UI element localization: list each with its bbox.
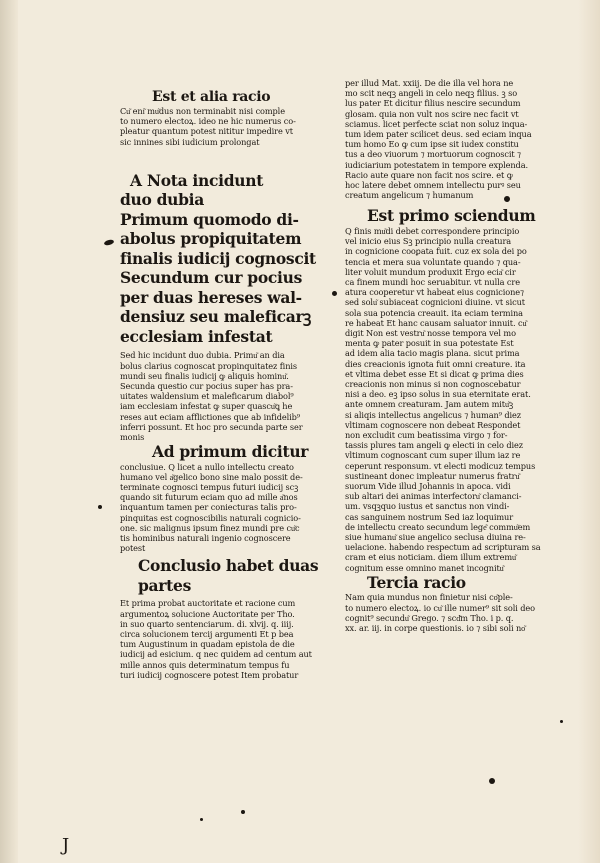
text-line: xx. ar. iij. in corpe questionis. io ⁊ sibi soli no͂	[345, 622, 526, 633]
text-line: vel inicio eius Sꝫ principio nulla creatura	[345, 236, 512, 247]
title-line: densiuz seu maleficarꝫ	[120, 307, 312, 327]
text-line: to numero electoꝝ. ideo ne hic numerus co-	[120, 116, 296, 127]
binding-gutter	[0, 0, 18, 863]
text-line: potest	[120, 543, 146, 554]
title-line: ecclesiam infestat	[120, 326, 273, 346]
text-line: ca finem mundi hoc seruabitur. vt nulla cre	[345, 276, 520, 287]
right-text-column	[345, 78, 573, 633]
text-line: creacionis non minus si non cognoscebatur	[345, 378, 521, 389]
text-line: tum idem pater scilicet deus. sed eciam inqua	[345, 129, 532, 140]
text-line: mo scit neqꝫ angeli in celo neqꝫ filius. ꝫ so	[345, 88, 518, 99]
text-line: argumentoꝝ solucione Auctoritate per Tho.	[120, 608, 295, 619]
text-line: glosam. quia non vult nos scire nec facit vt	[345, 108, 519, 119]
text-line: tum Augustinum in quadam epistola de die	[120, 639, 295, 650]
text-line: cas sanguinem nostrum Sed iaz loquimur	[345, 511, 514, 522]
ink-blot	[200, 818, 203, 821]
ink-blot	[489, 778, 495, 784]
text-line: Secunda questio cur pocius super has pra-	[120, 380, 293, 391]
title-line: duo dubia	[120, 190, 205, 210]
text-line: um. vsqꝫquo iustus et sanctus non vindi-	[345, 501, 510, 512]
text-line: hoc latere debet omnem intellectu purꝰ seu	[345, 180, 521, 191]
text-line: liter voluit mundum produxit Ergo ecia͂ cir	[345, 266, 516, 277]
text-line: Et prima probat auctoritate et racione cum	[120, 598, 296, 609]
text-line: lus pater Et dicitur filius nescire secundum	[345, 98, 521, 109]
ink-blot	[504, 196, 510, 202]
section-heading: Conclusio habet duas	[138, 556, 319, 576]
ink-blot	[98, 505, 102, 509]
paragraph	[120, 106, 342, 147]
text-line: pinquitas est cognoscibilis naturali cognicio-	[120, 512, 301, 523]
text-line: cognit⁹ secundu͂ Grego. ⁊ scd͂m Tho. i p. q.	[345, 612, 514, 623]
text-line: quando sit futurum eciam quo ad mille a͂nos	[120, 492, 298, 503]
section-heading: Tercia racio	[367, 572, 466, 592]
ink-blot	[241, 810, 245, 814]
text-line: one. sic malignus ipsum finez mundi pre cu͂c	[120, 522, 300, 533]
paragraph	[345, 226, 573, 573]
text-line: tis hominibus naturali ingenio cognoscere	[120, 533, 291, 544]
text-line: uitates waldensium et maleficarum diabol⁹	[120, 391, 294, 402]
text-line: re habeat Et hanc causam saluator innuit. cu͂	[345, 317, 527, 328]
section-heading: Est primo sciendum	[367, 206, 536, 226]
ink-blot	[332, 291, 337, 296]
text-line: Q finis mu͂di debet correspondere principio	[345, 225, 520, 236]
text-line: suorum Vide illud Johannis in apoca. vidi	[345, 481, 511, 492]
text-line: sub altari dei animas interfectoru͂ clamanci-	[345, 491, 522, 502]
text-line: Sed hic incidunt duo dubia. Primu͂ an dia	[120, 350, 285, 361]
left-text-column	[120, 88, 342, 680]
text-line: Nam quia mundus non finietur nisi co͂ple-	[345, 592, 513, 603]
text-line: digit Non est vestru͂ nosse tempora vel mo	[345, 327, 516, 338]
text-line: monis	[120, 431, 145, 442]
paragraph	[120, 598, 342, 680]
text-line: tencia et mera sua voluntate quando ⁊ qua-	[345, 256, 521, 267]
text-line: sustineant donec impleatur numerus fratru͂	[345, 470, 520, 481]
title-line: Secundum cur pocius	[120, 268, 303, 288]
paragraph	[345, 78, 573, 200]
text-line: cognitum esse omnino manet incognitu͂	[345, 562, 504, 573]
text-line: humano vel a͂gelico bono sine malo possit de-	[120, 471, 303, 482]
text-line: iudiciarium potestatem in tempore explenda.	[345, 159, 528, 170]
paragraph	[345, 592, 573, 633]
section-heading: Ad primum dicitur	[152, 442, 309, 462]
text-line: creatum angelicum ⁊ humanum	[345, 190, 474, 201]
text-line: sciamus. licet perfecte sciat non soluz inqua-	[345, 118, 528, 129]
paragraph	[120, 462, 342, 554]
footer-mark: J	[62, 835, 70, 856]
ink-blot	[104, 239, 115, 246]
text-line: uelacione. habendo respectum ad scripturam sa	[345, 542, 541, 553]
page-edge-shadow	[578, 0, 600, 863]
text-line: vltimum cognoscant cum super illum iaz re	[345, 450, 521, 461]
text-line: mille annos quis determinatum tempus fu	[120, 659, 290, 670]
text-line: mundi seu finalis iudicij ꝙ aliquis hominu͂.	[120, 370, 289, 381]
text-line: tassis plures tam angeli ꝙ electi in celo diez	[345, 440, 523, 451]
text-line: siue humanu͂ siue angelico seclusa diuina re-	[345, 532, 526, 543]
text-line: turi iudicij cognoscere potest Item probatur	[120, 669, 299, 680]
title-block	[120, 171, 342, 347]
text-line: ceperunt responsum. vt electi modicuz tempus	[345, 460, 536, 471]
text-line: to numero electoꝝ. io cu͂ ille numer⁹ sit soli deo	[345, 602, 535, 613]
text-line: sola sua potencia creauit. ita eciam termina	[345, 307, 523, 318]
text-line: terminate cognosci tempus futuri iudicij scꝫ	[120, 482, 299, 493]
text-line: conclusiue. Q licet a nullo intellectu creato	[120, 461, 294, 472]
text-line: per illud Mat. xxiij. De die illa vel hora ne	[345, 78, 514, 88]
text-line: Racio aute quare non facit nos scire. et ꝙ	[345, 169, 513, 180]
text-line: de intellectu creato secundum lege͂ commu͂em	[345, 521, 531, 532]
text-line: in suo quarto sentenciarum. di. xlvij. q. iiij.	[120, 618, 294, 629]
text-line: et vltima debet esse Et si dicat ꝙ prima dies	[345, 368, 524, 379]
text-line: pleatur quantum potest nititur impedire vt	[120, 126, 293, 137]
text-line: sed solu͂ subiaceat cognicioni diuine. vt sicut	[345, 297, 525, 308]
section-heading: Est et alia racio	[152, 89, 271, 105]
text-line: inferri possunt. Et hoc pro secunda parte ser	[120, 421, 303, 432]
text-line: Cu͂ eni͂ mu͂dus non terminabit nisi comple	[120, 106, 285, 116]
text-line: atura cooperetur vt habeat eius cognicione⁊	[345, 287, 524, 298]
text-line: iudicij ad esicium. q nec quidem ad centum aut	[120, 649, 312, 660]
text-line: ante omnem creaturam. Jam autem mitu͂ꝫ	[345, 399, 514, 410]
text-line: bolus clarius cognoscat propinquitatez finis	[120, 360, 297, 371]
title-line: finalis iudicij cognoscit	[120, 248, 316, 268]
title-line: Primum quomodo di-	[120, 209, 299, 229]
ink-blot	[560, 720, 563, 723]
text-line: si aliqis intellectus angelicus ⁊ human⁹ diez	[345, 409, 521, 420]
section-heading: partes	[138, 575, 191, 595]
text-line: tum homo Eo ꝙ cum ipse sit iudex constitu	[345, 139, 519, 150]
title-line: per duas hereses wal-	[120, 287, 302, 307]
text-line: nisi a deo. eꝫ ipso solus in sua eternitate erat.	[345, 389, 531, 400]
text-line: non excludit cum beatissima virgo ⁊ for-	[345, 430, 508, 440]
text-line: in cognicione cooꝑata fuit. cuz ex sola dei po	[345, 246, 527, 257]
text-line: dies creacionis ignota fuit omni creature. ita	[345, 358, 526, 369]
title-line: A Nota incidunt	[130, 170, 264, 190]
text-line: menta ꝙ pater posuit in sua potestate Est	[345, 338, 514, 349]
text-line: circa solucionem tercij argumenti Et p bea	[120, 629, 294, 640]
text-line: iam ecclesiam infestat ꝙ super quascu͂ꝗ he	[120, 401, 293, 412]
text-line: ad idem alia tacio magis plana. sicut prima	[345, 348, 520, 359]
paragraph	[120, 350, 342, 442]
text-line: reses aut eciam afflictiones que ab infidelib⁹	[120, 411, 300, 422]
text-line: tus a deo viuorum ⁊ mortuorum cognoscit ⁊	[345, 149, 522, 160]
text-line: cram et eius noticiam. diem illum extremu͂	[345, 552, 517, 563]
text-line: inquantum tamen per coniecturas talis pro-	[120, 502, 297, 513]
text-line: sic innines sibi iudicium prolongat	[120, 136, 260, 147]
text-line: vltimam cognoscere non debeat Respondet	[345, 419, 521, 430]
title-line: abolus propiquitatem	[120, 229, 302, 249]
